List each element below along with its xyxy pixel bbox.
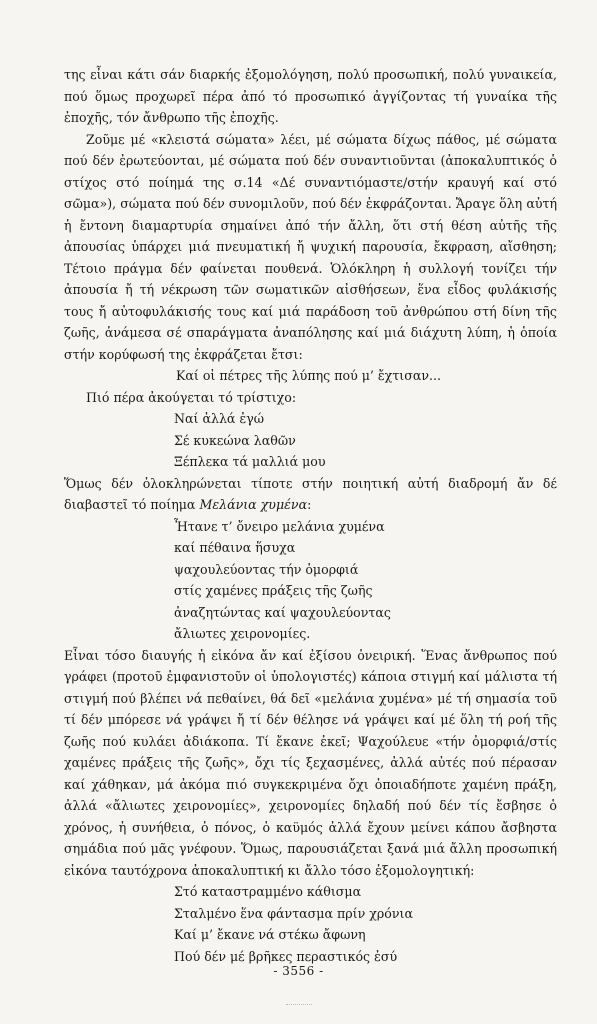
paragraph-4-text: Ὅμως δέν ὁλοκληρώνεται τίποτε στήν ποιητική αὐτή διαδρομή ἄν δέ διαβαστεῖ τό ποίημα [64,475,557,512]
verse-line: Καί οἱ πέτρες τῆς λύπης πού μ’ ἔχτισαν... [176,368,441,383]
verse-line: στίς χαμένες πράξεις τῆς ζωῆς [174,583,373,598]
verse-line: Καί μ’ ἔκανε νά στέκω ἄφωνη [174,927,366,942]
paragraph-5: Εἶναι τόσο διαυγής ἡ εἰκόνα ἄν καί ἐξίσου ὀνειρική. Ἕνας ἄνθρωπος πού γράφει (προτοῦ ἐμφανιστοῦν οἱ ὑπολογιστές) κάποια στιγμή καί μάλιστα τή στιγμή πού βλέπει νά πεθαίνει, θά δεῖ «μελάνια χυμένα» μέ τή σημασία τοῦ τί δέν μπόρεσε νά γράψει ἤ τί δέν θέλησε νά γράψει καί μέ ὅλη τή ροή τῆς ζωῆς πού κυλάει ἀδιάκοπα. Τί ἔκανε ἐκεῖ; Ψαχούλευε «τήν ὀμορφιά/στίς χαμένες πράξεις τῆς ζωῆς», ὄχι τίς ξεχασμένες, ἀλλά αὐτές πού πέρασαν καί χάθηκαν, μά ἀκόμα πιό συγκεκριμένα ὄχι ὁποιαδήποτε χαμένη πράξη, ἀλλά «ἄλιωτες χειρονομίες», χειρονομίες δηλαδή πού δέν τίς ἔσβησε ὁ χρόνος, ἡ συνήθεια, ὁ πόνος, ὁ καϋμός ἀλλά ἔχουν μείνει κάπου ἄσβηστα σημάδια πού μᾶς γνέφουν. Ὅμως, παρουσιάζεται ξανά μιά ἄλλη προσωπική εἰκόνα ταυτόχρονα ἀποκαλυπτική κι ἄλλο τόσο ἐξομολογητική: [64,647,557,878]
verse-line: ἀναζητώντας καί ψαχουλεύοντας [174,604,391,620]
verse-line: ψαχουλεύοντας τήν ὀμορφιά [174,561,359,577]
page-body [64,64,557,967]
verse-block-1 [64,365,557,387]
poem-title: Μελάνια χυμένα [199,497,308,512]
paragraph-4-end: : [307,497,312,512]
paragraph-2: Ζοῦμε μέ «κλειστά σώματα» λέει, μέ σώματα δίχως πάθος, μέ σώματα πού δέν ἐρωτεύονται, μέ σώματα πού δέν συναντιοῦνται (ἀποκαλυπτικός ὁ στίχος στό ποίημά της σ.14 «Δέ συναντιόμαστε/στήν κραυγή καί στό σῶμα»), σώματα πού δέν συνομιλοῦν, πού δέν ἐκφράζονται. Ἄραγε ὅλη αὐτή ἡ ἔντονη διαμαρτυρία σημαίνει ἀπό τήν ἄλλη, ὅτι στή θέση αὐτῆς τῆς ἀπουσίας ὑπάρχει μιά πνευματική ἤ ψυχική παρουσία, ἔκφραση, αἴσθηση; Τέτοιο πράγμα δέν φαίνεται πουθενά. Ὁλόκληρη ἡ συλλογή τονίζει τήν ἀπουσία ἤ τή νέκρωση τῶν σωματικῶν αἰσθήσεων, ἕνα εἶδος φυλάκισής τους ἤ αὐτοφυλάκισής τους καί μιά παράδοση τοῦ ἀνθρώπου στή δίνη τῆς ζωῆς, ἀνάμεσα σέ σπαράγματα ἀναπόλησης καί μιά διάχυτη λύπη, ἡ ὁποία στήν κορύφωσή της ἐκφράζεται ἔτσι: [64,131,557,362]
page-number: - 3556 - [273,964,324,978]
verse-block-3 [64,516,557,645]
paragraph-4 [64,473,557,516]
verse-line: καί πέθαινα ἥσυχα [174,540,296,555]
verse-line: Σέ κυκεώνα λαθῶν [174,432,296,448]
paragraph-1: της εἶναι κάτι σάν διαρκής ἐξομολόγηση, πολύ προσωπική, πολύ γυναικεία, πού ὅμως προχωρεῖ πέρα ἀπό τό προσωπικό ἀγγίζοντας τή γυναίκα τῆς ἐποχῆς, τόν ἄνθρωπο τῆς ἐποχῆς. [64,67,557,125]
verse-line: Σταλμένο ἕνα φάντασμα πρίν χρόνια [174,905,413,921]
verse-line: Ἦτανε τ’ ὄνειρο μελάνια χυμένα [174,518,385,534]
paragraph-3: Πιό πέρα ἀκούγεται τό τρίστιχο: [86,389,297,405]
verse-line: Στό καταστραμμένο κάθισμα [174,884,362,899]
verse-line: Πού δέν μέ βρῆκες περαστικός ἐσύ [174,948,398,964]
verse-line: Ναί ἀλλά ἐγώ [174,411,264,426]
verse-line: Ξέπλεκα τά μαλλιά μου [174,454,326,469]
verse-block-2 [64,408,557,473]
verse-line: ἄλιωτες χειρονομίες. [174,626,311,641]
scan-smudge [286,1004,312,1009]
verse-block-4 [64,881,557,967]
